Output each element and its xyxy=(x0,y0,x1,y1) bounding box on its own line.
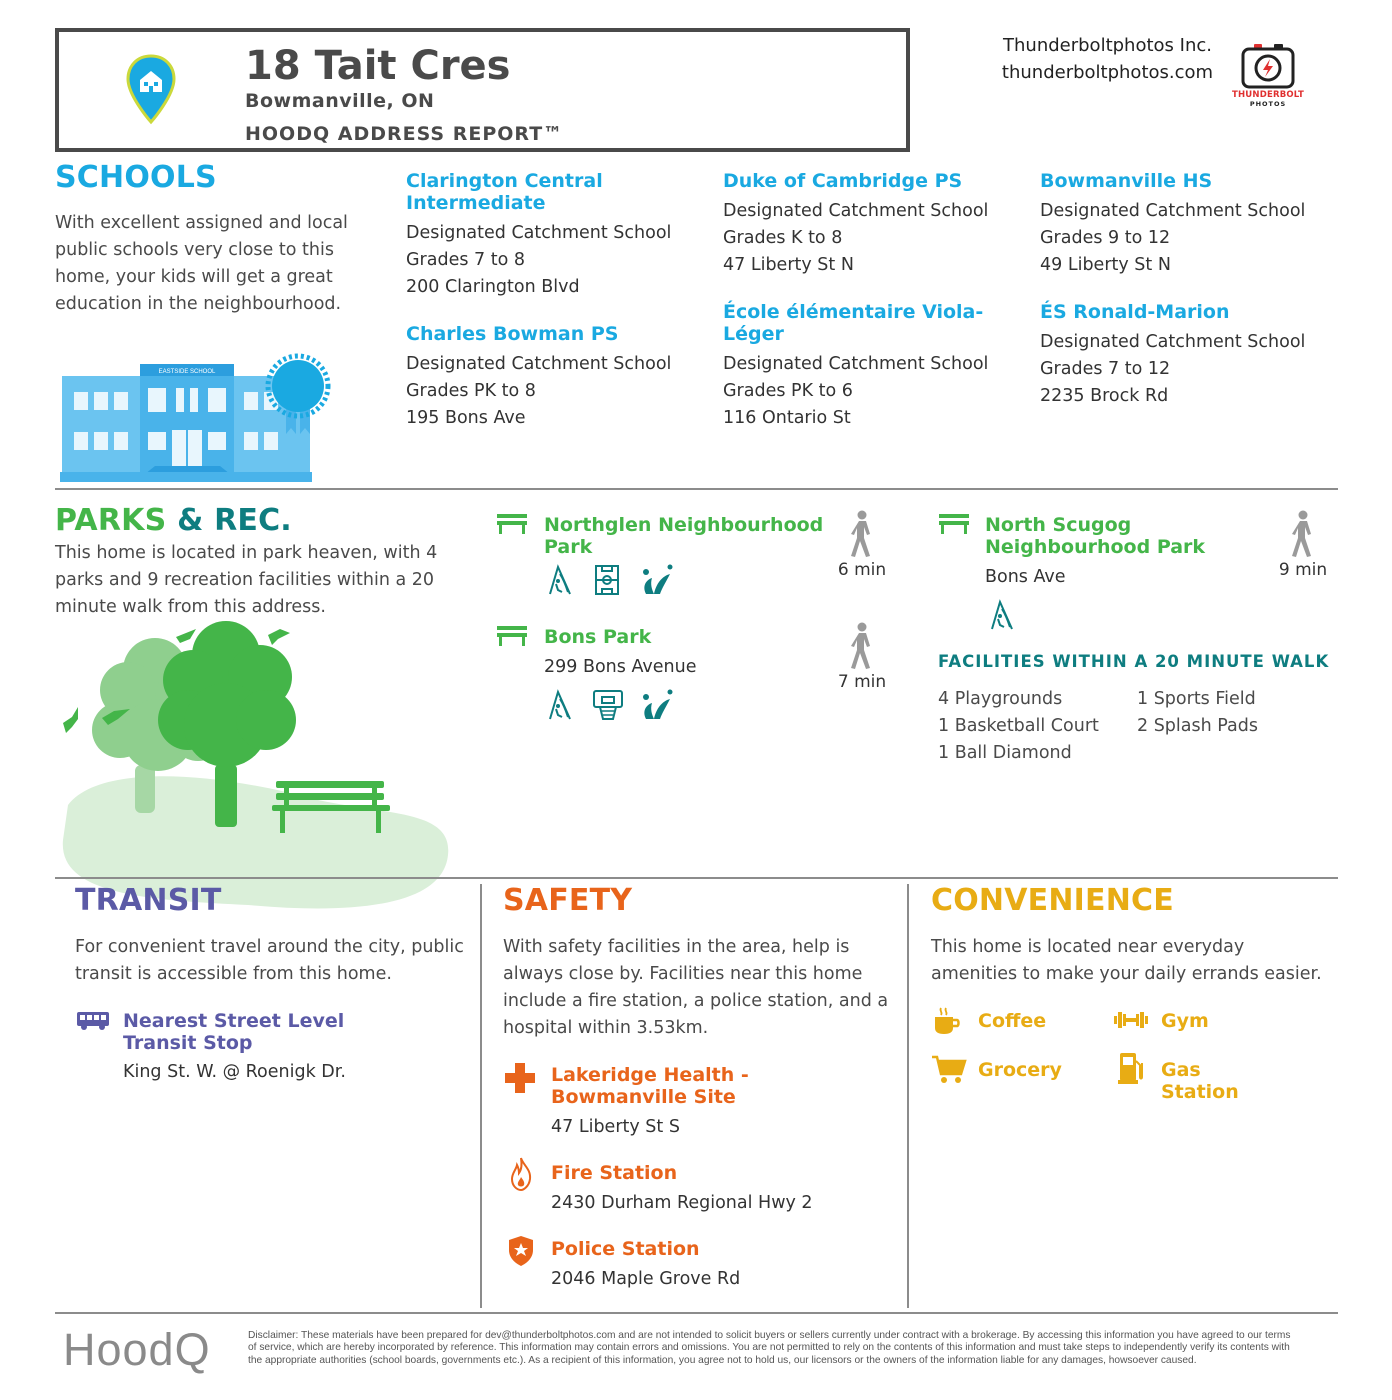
school-address: 200 Clarington Blvd xyxy=(406,277,580,297)
footer-divider xyxy=(55,1312,1338,1314)
safety-item-address: 2046 Maple Grove Rd xyxy=(551,1269,741,1289)
school-card xyxy=(406,323,696,432)
address-title: 18 Tait Cres xyxy=(245,43,511,89)
walking-person-icon xyxy=(1287,510,1319,558)
convenience-item[interactable]: Gas Station xyxy=(1161,1059,1239,1103)
walk-time: 6 min xyxy=(837,560,887,580)
safety-item-name[interactable]: Lakeridge Health - Bowmanville Site xyxy=(551,1064,749,1108)
playground-icon xyxy=(988,599,1016,631)
park-name[interactable]: Bons Park xyxy=(544,626,652,648)
section-divider xyxy=(55,488,1338,490)
school-type: Designated Catchment School xyxy=(1040,332,1306,352)
school-name[interactable]: Duke of Cambridge PS xyxy=(723,170,963,192)
convenience-item[interactable]: Grocery xyxy=(978,1059,1062,1081)
bus-icon xyxy=(76,1011,110,1031)
fuel-pump-icon xyxy=(1118,1051,1144,1085)
walking-person-icon xyxy=(846,622,878,670)
safety-description: With safety facilities in the area, help is always close by. Facilities near this home include a fire station, a police station, and a hospital within 3.53km. xyxy=(503,937,889,1038)
walking-person-icon xyxy=(846,510,878,558)
playground-icon xyxy=(546,689,574,721)
section-divider xyxy=(55,877,1338,879)
park-name[interactable]: North Scugog Neighbourhood Park xyxy=(985,514,1206,558)
school-address: 49 Liberty St N xyxy=(1040,255,1171,275)
school-name[interactable]: Bowmanville HS xyxy=(1040,170,1213,192)
school-type: Designated Catchment School xyxy=(723,201,989,221)
school-address: 2235 Brock Rd xyxy=(1040,386,1169,406)
police-badge-icon xyxy=(508,1235,534,1267)
safety-item-address: 47 Liberty St S xyxy=(551,1117,680,1137)
school-name[interactable]: ÉS Ronald-Marion xyxy=(1040,301,1230,323)
school-address: 47 Liberty St N xyxy=(723,255,854,275)
school-grades: Grades PK to 6 xyxy=(723,381,853,401)
park-bench-icon xyxy=(496,513,528,535)
school-card xyxy=(1040,301,1335,410)
camera-logo-icon xyxy=(1240,42,1296,92)
school-name[interactable]: École élémentaire Viola-Léger xyxy=(723,301,984,345)
parks-heading-parks: PARKS xyxy=(55,503,167,538)
school-grades: Grades 7 to 12 xyxy=(1040,359,1171,379)
hospital-cross-icon xyxy=(504,1062,536,1094)
park-bench-icon xyxy=(496,625,528,647)
parks-description: This home is located in park heaven, with 4 parks and 9 recreation facilities within a 20 minute walk from this address. xyxy=(55,543,438,617)
convenience-item[interactable]: Gym xyxy=(1161,1010,1209,1032)
facility-item: 1 Sports Field xyxy=(1137,689,1256,709)
school-card xyxy=(723,170,1018,279)
coffee-icon xyxy=(933,1006,961,1036)
school-grades: Grades PK to 8 xyxy=(406,381,536,401)
splash-pad-icon xyxy=(640,689,674,721)
park-illustration xyxy=(58,615,453,915)
school-type: Designated Catchment School xyxy=(723,354,989,374)
transit-heading: TRANSIT xyxy=(75,883,222,918)
school-card xyxy=(1040,170,1335,279)
address-city: Bowmanville, ON xyxy=(245,90,435,112)
school-card xyxy=(406,170,696,301)
logo-wordmark-thunderbolt: THUNDERBOLT xyxy=(1231,90,1305,100)
transit-stop-title[interactable]: Nearest Street Level Transit Stop xyxy=(123,1010,345,1054)
school-grades: Grades K to 8 xyxy=(723,228,843,248)
school-name[interactable]: Charles Bowman PS xyxy=(406,323,619,345)
convenience-item[interactable]: Coffee xyxy=(978,1010,1047,1032)
walk-time: 7 min xyxy=(837,672,887,692)
facilities-heading: FACILITIES WITHIN A 20 MINUTE WALK xyxy=(938,652,1330,671)
facility-item: 4 Playgrounds xyxy=(938,689,1063,709)
house-location-pin-icon xyxy=(125,54,177,126)
disclaimer-line: the appropriate authorities (school boards, governments etc.). As a recipient of this information, you agree not to hold us, our licensors or the owners of the information liable for any damages, howsoever caused. xyxy=(248,1355,1197,1366)
transit-stop-location: King St. W. @ Roenigk Dr. xyxy=(123,1062,346,1082)
school-name[interactable]: Clarington Central Intermediate xyxy=(406,170,603,214)
sports-field-icon xyxy=(594,564,620,596)
facility-item: 1 Ball Diamond xyxy=(938,743,1072,763)
safety-heading: SAFETY xyxy=(503,883,633,918)
company-url[interactable]: thunderboltphotos.com xyxy=(1001,62,1214,83)
cart-icon xyxy=(931,1054,967,1084)
safety-item-address: 2430 Durham Regional Hwy 2 xyxy=(551,1193,813,1213)
school-card xyxy=(723,301,1018,432)
schools-heading: SCHOOLS xyxy=(55,160,217,195)
school-type: Designated Catchment School xyxy=(406,354,672,374)
school-address: 195 Bons Ave xyxy=(406,408,526,428)
facility-item: 2 Splash Pads xyxy=(1137,716,1258,736)
school-grades: Grades 9 to 12 xyxy=(1040,228,1171,248)
disclaimer-line: Disclaimer: These materials have been prepared for dev@thunderboltphotos.com and are not intended to solicit buyers or sellers currently under contract with a brokerage. By accessing this information you have agreed to our terms xyxy=(248,1330,1291,1341)
parks-heading xyxy=(55,503,292,538)
schools-description: With excellent assigned and local public schools very close to this home, your kids will get a great education in the neighbourhood. xyxy=(55,213,348,314)
disclaimer-line: of service, which are hereby incorporated by reference. This information may contain errors and omissions. You are not permitted to rely on the contents of this information and must take steps to independently verify its contents with xyxy=(248,1342,1290,1353)
school-type: Designated Catchment School xyxy=(406,223,672,243)
park-name[interactable]: Northglen Neighbourhood Park xyxy=(544,514,824,558)
logo-wordmark-photos: PHOTOS xyxy=(1249,100,1287,108)
transit-description: For convenient travel around the city, public transit is accessible from this home. xyxy=(75,937,464,984)
facility-item: 1 Basketball Court xyxy=(938,716,1099,736)
convenience-description: This home is located near everyday amenities to make your daily errands easier. xyxy=(931,937,1322,984)
splash-pad-icon xyxy=(640,564,674,596)
school-address: 116 Ontario St xyxy=(723,408,851,428)
address-header-box xyxy=(55,28,910,152)
basketball-icon xyxy=(592,689,624,721)
column-divider xyxy=(907,884,909,1308)
flame-icon xyxy=(509,1157,533,1191)
parks-heading-rec: & REC. xyxy=(177,503,292,538)
school-sign: EASTSIDE SCHOOL xyxy=(158,369,216,375)
hoodq-brand: HoodQ xyxy=(63,1324,211,1375)
dumbbell-icon xyxy=(1113,1010,1149,1030)
school-grades: Grades 7 to 8 xyxy=(406,250,525,270)
convenience-heading: CONVENIENCE xyxy=(931,883,1174,918)
report-label: HOODQ ADDRESS REPORT™ xyxy=(245,123,564,145)
school-building-illustration xyxy=(60,348,340,486)
park-bench-icon xyxy=(938,513,970,535)
walk-time: 9 min xyxy=(1278,560,1328,580)
column-divider xyxy=(480,884,482,1308)
park-address: Bons Ave xyxy=(985,567,1066,587)
safety-item-name[interactable]: Fire Station xyxy=(551,1162,678,1184)
playground-icon xyxy=(546,564,574,596)
park-address: 299 Bons Avenue xyxy=(544,657,697,677)
safety-item-name[interactable]: Police Station xyxy=(551,1238,700,1260)
school-type: Designated Catchment School xyxy=(1040,201,1306,221)
company-name: Thunderboltphotos Inc. xyxy=(1003,35,1212,56)
